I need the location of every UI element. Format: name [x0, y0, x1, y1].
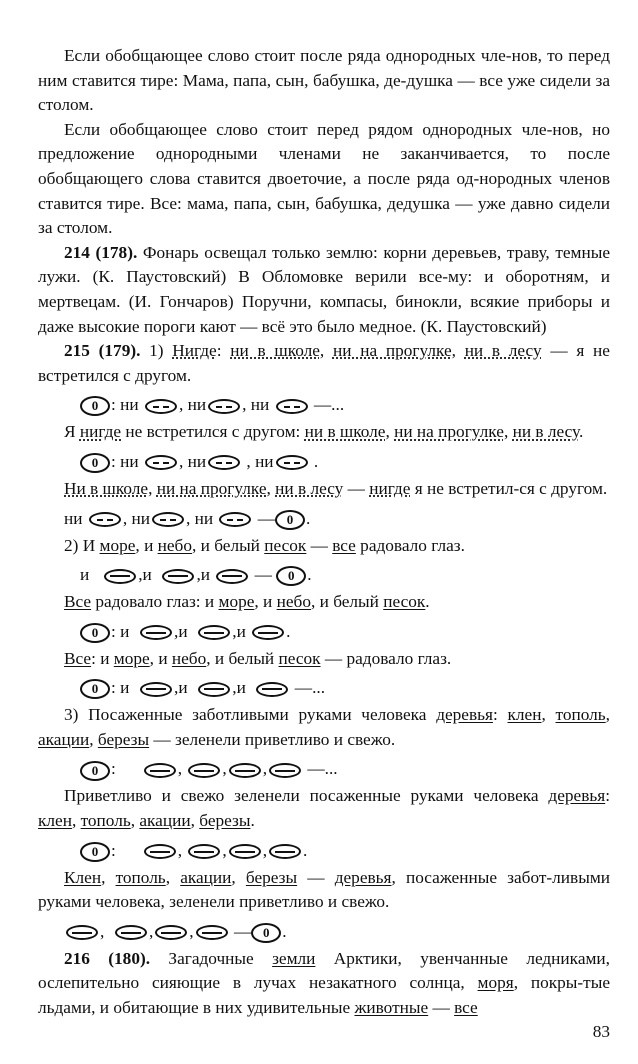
conjunction: и [142, 565, 152, 585]
homogeneous-member: тополь [115, 867, 166, 887]
bar-oval-icon [269, 763, 301, 778]
punct: , [266, 478, 276, 498]
sentence-tail: — я не встретился с другом. [38, 341, 610, 385]
punct: , [165, 867, 181, 887]
exercise-215-sentence-1 [38, 339, 610, 388]
bar-oval-icon [115, 925, 147, 940]
dashed-oval-icon [208, 455, 240, 470]
homogeneous-member: небо [157, 535, 192, 555]
scheme-5: 0 : и ,и ,и . [38, 620, 610, 644]
scheme-end: . [307, 565, 312, 585]
generalizing-word: все [332, 535, 356, 555]
punct: : [492, 705, 508, 725]
bar-oval-icon [104, 569, 136, 584]
text: 3) Посаженные заботливыми руками человека [64, 705, 437, 725]
punct: , [71, 811, 81, 831]
text: не встретился с другом: [121, 422, 305, 442]
text: , и [149, 648, 172, 668]
punct: , [451, 341, 456, 361]
circled-zero-icon: 0 [80, 623, 110, 643]
exercise-215-sentence-4 [38, 534, 610, 559]
punct: . [425, 592, 430, 612]
homogeneous-member: тополь [80, 811, 131, 831]
conjunction: и [80, 565, 90, 585]
bar-oval-icon [188, 844, 220, 859]
circled-zero-icon: 0 [80, 396, 110, 416]
punct: , [319, 341, 325, 361]
homogeneous-member: клен [38, 811, 72, 831]
dashed-oval-icon [89, 512, 121, 527]
text: , и белый [310, 592, 384, 612]
homogeneous-member: песок [264, 535, 307, 555]
homogeneous-member: море [218, 592, 255, 612]
scheme-9: , , , — 0 . [38, 920, 610, 944]
rule-after-homogeneous: Если обобщающее слово стоит после ряда однородных чле-нов, то перед ним ставится тире: Мама, папа, сын, бабушка, де-душка — все уже сидели за столом. [38, 46, 610, 115]
text: Загадочные [168, 948, 273, 968]
conjunction: и [178, 621, 188, 641]
particle: ни [131, 508, 150, 528]
bar-oval-icon [269, 844, 301, 859]
conjunction: и [178, 678, 188, 698]
bar-oval-icon [140, 625, 172, 640]
text: , покры-тые льдами, и обитающие в них удивительные [38, 973, 611, 1018]
scheme-end: . [303, 840, 308, 860]
exercise-216 [38, 947, 610, 1021]
sentence-tail: — зеленели приветливо и свежо. [149, 729, 396, 749]
exercise-215-sentence-3 [38, 477, 610, 502]
scheme-7: 0 : , , , —... [38, 757, 610, 781]
bar-oval-icon [198, 682, 230, 697]
conjunction: и [120, 678, 130, 698]
generalizing-word: нигде [369, 478, 411, 498]
bar-oval-icon [188, 763, 220, 778]
scheme-end: . [306, 508, 311, 528]
punct: . [578, 422, 584, 442]
generalizing-word: деревья [334, 867, 392, 887]
text: , и белый [206, 648, 279, 668]
homogeneous-member: животные [354, 998, 429, 1018]
exercise-text: Фонарь освещал только землю: корни деревьев, траву, темные лужи. (К. Паустовский) В Обломовке верили все-му: и оборотням, и мертвецам. (И. Гончаров) Поручни, компасы, бинокли, всякие приборы и даже высокие пороги кают — всё это было медное. (К. Паустовский) [38, 242, 611, 336]
homogeneous-member: акации [139, 811, 191, 831]
particle: ни [194, 508, 214, 528]
particle: ни [250, 395, 270, 415]
scheme-end: —... [294, 678, 326, 698]
bar-oval-icon [144, 763, 176, 778]
generalizing-word: Нигде [172, 341, 217, 361]
homogeneous-member: небо [276, 592, 311, 612]
generalizing-word: Все [64, 648, 92, 668]
punct: , [605, 705, 610, 725]
homogeneous-member: березы [245, 867, 298, 887]
dashed-oval-icon [219, 512, 251, 527]
punct: , [130, 811, 140, 831]
conjunction: и [200, 565, 211, 585]
punct: : [605, 786, 610, 806]
exercise-214 [38, 241, 610, 339]
punct: , [385, 422, 395, 442]
bar-oval-icon [140, 682, 172, 697]
bar-oval-icon [229, 844, 261, 859]
homogeneous-member: акации [180, 867, 232, 887]
scheme-end: —... [307, 759, 338, 779]
dashed-oval-icon [208, 399, 240, 414]
text: , и [254, 592, 277, 612]
generalizing-word: деревья [548, 786, 606, 806]
bar-oval-icon [196, 925, 228, 940]
punct: , [231, 867, 246, 887]
text: , и [135, 535, 158, 555]
exercise-215-sentence-9 [38, 866, 610, 915]
text: : и [91, 648, 114, 668]
homogeneous-member: земли [272, 948, 316, 968]
homogeneous-member: песок [383, 592, 426, 612]
text: Приветливо и свежо зеленели посаженные руками человека [64, 786, 549, 806]
exercise-215-sentence-8 [38, 784, 610, 833]
homogeneous-member: акации [38, 729, 90, 749]
homogeneous-member: березы [97, 729, 150, 749]
exercise-number: 216 (180). [64, 948, 151, 968]
scheme-end: —... [313, 395, 345, 415]
generalizing-word: деревья [436, 705, 493, 725]
homogeneous-member: ни в лесу [512, 422, 579, 442]
punct: , [503, 422, 513, 442]
circled-zero-icon: 0 [251, 923, 281, 943]
bar-oval-icon [216, 569, 248, 584]
punct: — [297, 867, 335, 887]
homogeneous-member: ни на прогулке [156, 478, 267, 498]
homogeneous-member: песок [278, 648, 321, 668]
dashed-oval-icon [145, 455, 177, 470]
homogeneous-member: ни в лесу [275, 478, 344, 498]
homogeneous-member: Ни в школе [64, 478, 149, 498]
bar-oval-icon [198, 625, 230, 640]
exercise-number: 215 (179). [64, 341, 141, 361]
conjunction: и [236, 621, 246, 641]
conjunction: и [236, 678, 246, 698]
bar-oval-icon [256, 682, 288, 697]
scheme-2: 0 : ни , ни , ни . [38, 450, 610, 474]
particle: ни [120, 451, 139, 471]
bar-oval-icon [252, 625, 284, 640]
circled-zero-icon: 0 [80, 842, 110, 862]
scheme-3: ни , ни , ни — 0 . [38, 507, 610, 531]
rule-before-homogeneous: Если обобщающее слово стоит перед рядом однородных чле-нов, но предложение однородными членами не заканчивается, то после обобщающего слова ставится двоеточие, а после ряда од-нородных членов ставится тире. Все: мама, папа, сын, бабушка, дедушка — уже давно сидели за столом. [38, 119, 610, 238]
text: Я [64, 422, 80, 442]
item-number: 1) [149, 341, 164, 361]
scheme-4: и ,и ,и — 0 . [38, 563, 610, 587]
homogeneous-member: море [99, 535, 136, 555]
conjunction: и [120, 621, 130, 641]
punct: , [190, 811, 200, 831]
particle: ни [187, 451, 207, 471]
dashed-oval-icon [152, 512, 184, 527]
punct: , [101, 867, 116, 887]
text: радовало глаз: и [91, 592, 219, 612]
punct: — [343, 478, 370, 498]
exercise-number: 214 (178). [64, 242, 138, 262]
homogeneous-member: ни в лесу [464, 341, 542, 361]
dashed-oval-icon [145, 399, 177, 414]
generalizing-word: все [454, 998, 478, 1018]
homogeneous-member: Клен [64, 867, 102, 887]
generalizing-word: Все [64, 592, 92, 612]
punct: , [89, 729, 98, 749]
exercise-215-sentence-7 [38, 703, 610, 752]
homogeneous-member: ни в школе [304, 422, 386, 442]
bar-oval-icon [144, 844, 176, 859]
circled-zero-icon: 0 [80, 679, 110, 699]
dashed-oval-icon [276, 399, 308, 414]
bar-oval-icon [155, 925, 187, 940]
homogeneous-member: моря [477, 973, 514, 993]
particle: ни [120, 395, 139, 415]
exercise-215-sentence-6 [38, 647, 610, 672]
circled-zero-icon: 0 [80, 453, 110, 473]
scheme-6: 0 : и ,и ,и —... [38, 676, 610, 700]
sentence-tail: , посаженные забот-ливыми руками человека, зеленели приветливо и свежо. [38, 867, 610, 912]
scheme-end: . [286, 621, 291, 641]
scheme-end: . [282, 921, 287, 941]
particle: ни [255, 451, 274, 471]
page-number: 83 [592, 1022, 610, 1041]
homogeneous-member: клен [507, 705, 542, 725]
exercise-215-sentence-5 [38, 590, 610, 615]
homogeneous-member: березы [199, 811, 251, 831]
circled-zero-icon: 0 [80, 761, 110, 781]
text: Арктики, увенчанные ледниками, ослепительно сияющие в лучах незакатного солнца, [38, 948, 610, 993]
sentence-tail: — радовало глаз. [320, 648, 452, 668]
particle: ни [187, 395, 207, 415]
punct: : [216, 341, 222, 361]
homogeneous-member: тополь [555, 705, 606, 725]
punct: — [306, 535, 333, 555]
circled-zero-icon: 0 [276, 566, 306, 586]
particle: ни [64, 508, 83, 528]
sentence-tail: радовало глаз. [355, 535, 465, 555]
punct: — [428, 998, 455, 1018]
generalizing-word: нигде [79, 422, 122, 442]
circled-zero-icon: 0 [275, 510, 305, 530]
homogeneous-member: ни на прогулке [394, 422, 504, 442]
homogeneous-member: ни на прогулке [332, 341, 452, 361]
text: 2) И [64, 535, 100, 555]
bar-oval-icon [162, 569, 194, 584]
homogeneous-member: ни в школе [230, 341, 320, 361]
scheme-end: . [313, 451, 319, 471]
sentence-tail: я не встретил-ся с другом. [410, 478, 608, 498]
exercise-215-sentence-2 [38, 420, 610, 445]
dashed-oval-icon [276, 455, 308, 470]
bar-oval-icon [66, 925, 98, 940]
punct: , [541, 705, 556, 725]
bar-oval-icon [229, 763, 261, 778]
scheme-1: 0 : ни , ни , ни —... [38, 393, 610, 417]
scheme-8: 0 : , , , . [38, 839, 610, 863]
punct: , [148, 478, 157, 498]
homogeneous-member: небо [171, 648, 207, 668]
homogeneous-member: море [113, 648, 150, 668]
punct: . [250, 811, 255, 831]
text: , и белый [192, 535, 265, 555]
